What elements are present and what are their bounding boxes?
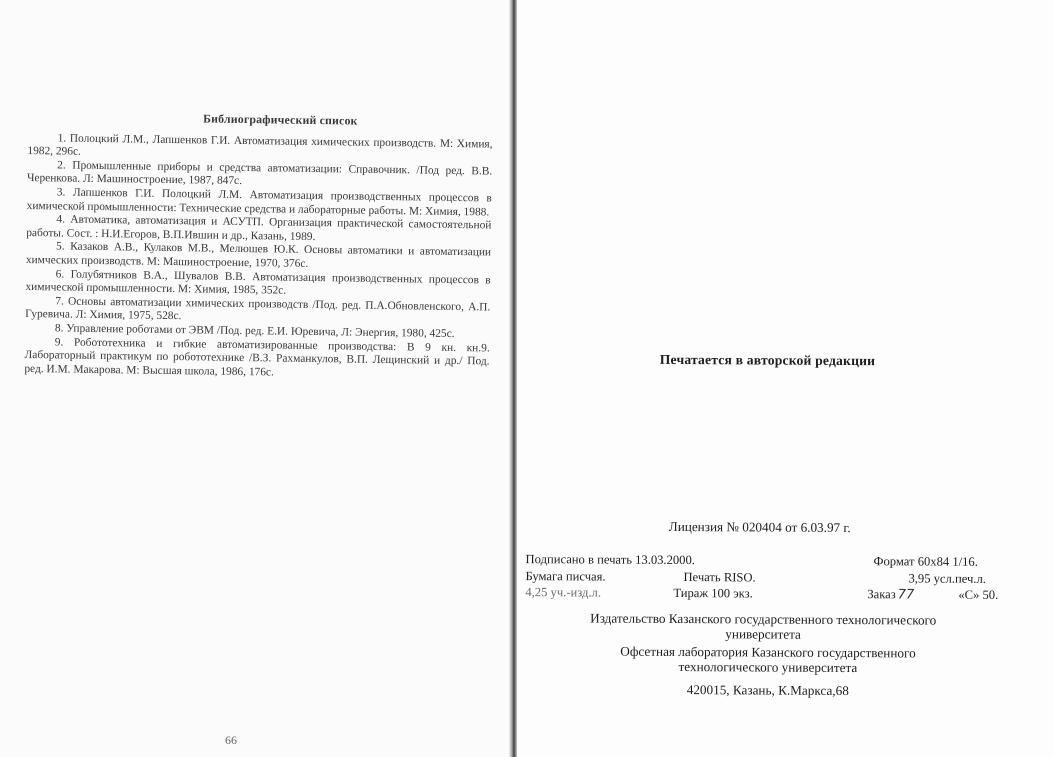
publisher-name — [573, 610, 953, 642]
bibliography-entry: 4. Автоматика, автоматизация и АСУТП. Организация практической самостоятельной работы. Сост. : Н.И.Егоров, В.П.Ившин и др., Казань, 1989. — [26, 213, 492, 243]
left-page — [0, 0, 513, 757]
bibliography-entry: 9. Робототехника и гибкие автоматизированные производства: В 9 кн. кн.9. Лабораторный практикум по робототехнике /В.З. Рахманкулов, В.П. Лещинский и др./ Под. ред. И.М. Макарова. М: Высшая школа, 1986, 176с. — [24, 335, 490, 379]
publisher-line: университета — [725, 626, 801, 642]
paper-type: Бумага писчая. — [525, 568, 606, 584]
publisher-line: Издательство Казанского государственного технологического — [590, 610, 937, 628]
circulation: Тираж 100 экз. — [673, 585, 753, 601]
license-line: Лицензия № 020404 от 6.03.97 г. — [668, 518, 851, 536]
bibliography-entry: 8. Управление роботами от ЭВМ /Под. ред. Е.И. Юревича, Л: Энергия, 1980, 425с. — [54, 322, 455, 340]
order-number — [867, 586, 914, 604]
right-page — [517, 0, 1053, 757]
signed-date: Подписано в печать 13.03.2000. — [525, 552, 695, 568]
bibliography — [24, 110, 493, 383]
imprint-block — [525, 551, 1013, 603]
bibliography-entry: 7. Основы автоматизации химических производств /Под. ред. П.А.Обновленского, А.П. Гуревича. Л: Химия, 1975, 528с. — [25, 295, 491, 323]
edition-notice: Печатается в авторской редакции — [659, 351, 876, 369]
bibliography-entry: 1. Полоцкий Л.М., Лапшенков Г.И. Автоматизация химических производств. М: Химия, 1982, 296с. — [27, 132, 493, 158]
bibliography-list — [24, 132, 492, 383]
order-number-handwritten: 77 — [897, 587, 915, 603]
print-method: Печать RISO. — [683, 569, 756, 584]
lab-line: Офсетная лаборатория Казанского государственного — [620, 643, 916, 661]
page-number: 66 — [225, 733, 237, 747]
bibliography-entry: 2. Промышленные приборы и средства автоматизации: Справочник. /Под ред. В.В. Черенкова. Л: Машиностроение, 1987, 847с. — [26, 159, 493, 188]
bibliography-entry: 3. Лапшенков Г.И. Полоцкий Л.М. Автоматизация производственных процессов в химической промышленности: Технические средства и лабораторные работы. М: Химия, 1988. — [26, 186, 492, 219]
bibliography-title: Библиографический список — [203, 111, 358, 128]
paper-format: Формат 60х84 1/16. — [873, 554, 978, 569]
printed-sheets: 3,95 усл.печ.л. — [908, 570, 986, 586]
order-suffix: «С» 50. — [958, 587, 999, 602]
address: 420015, Казань, К.Маркса,68 — [686, 682, 849, 699]
print-lab — [588, 643, 948, 675]
lab-line: технологического университета — [678, 658, 858, 676]
imprint-row — [525, 584, 1013, 603]
bibliography-entry: 5. Казаков А.В., Кулаков М.В., Мелюшев Ю.К. Основы автоматики и автоматизации химческих производств. М: Машиностроение, 1970, 376с. — [25, 240, 492, 270]
bibliography-entry: 6. Голубятников В.А., Шувалов В.В. Автоматизация производственных процессов в химической промышленности. М: Химия, 1985, 352с. — [25, 267, 491, 297]
order-label: Заказ — [867, 587, 896, 602]
publisher-sheets: 4,25 уч.-изд.л. — [525, 585, 602, 600]
